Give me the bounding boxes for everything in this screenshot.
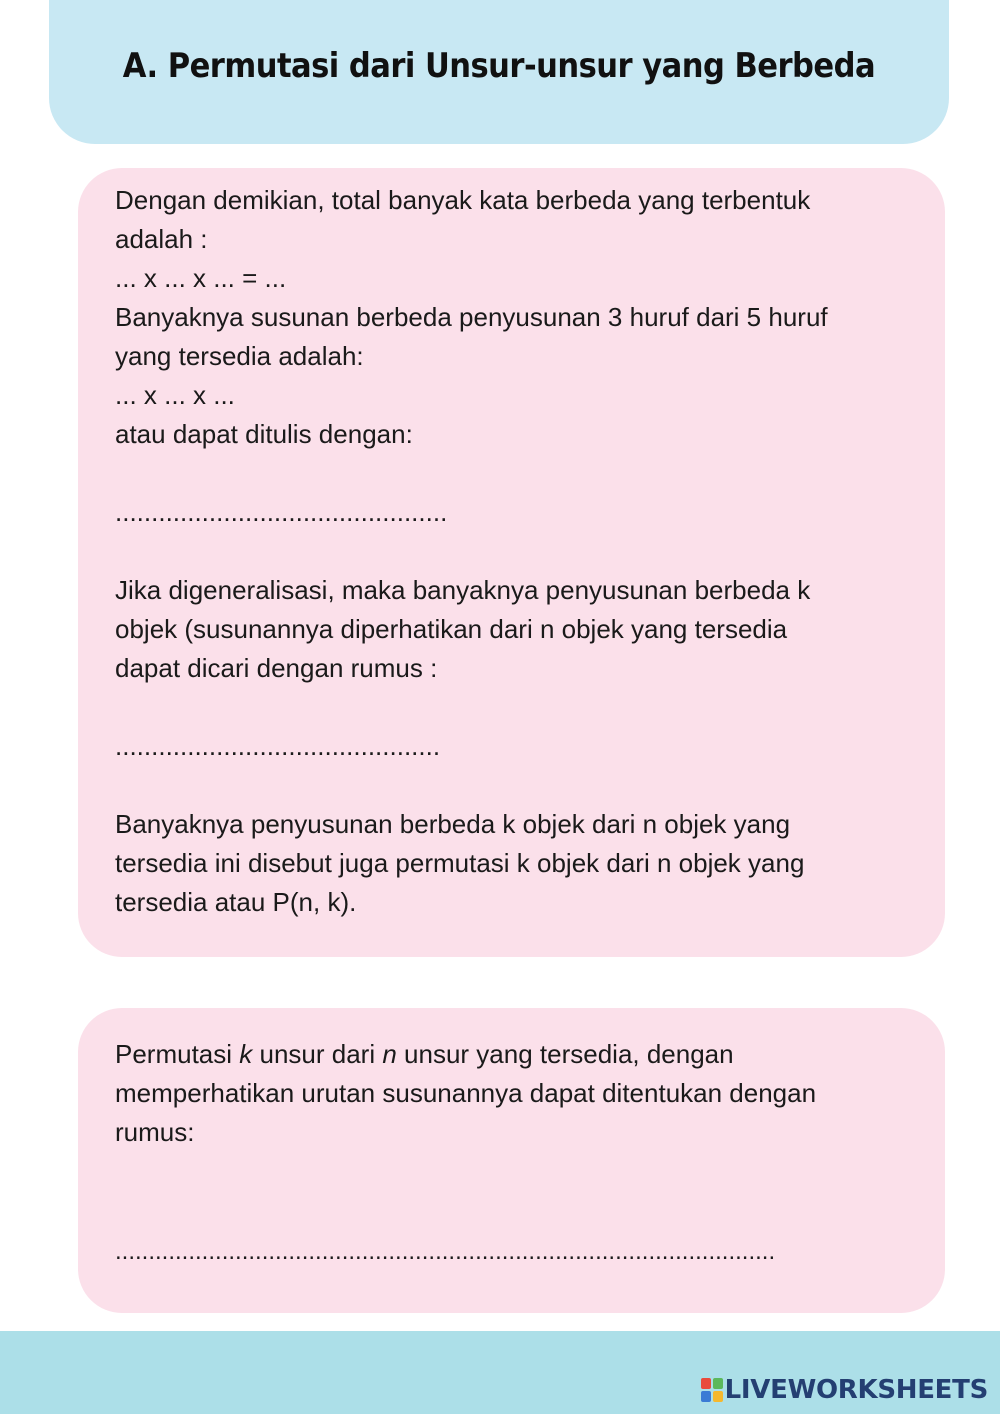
- equation-blank-1: ... x ... x ... = ...: [115, 263, 287, 293]
- definition-card: [78, 1008, 945, 1313]
- equation-blank-2: ... x ... x ...: [115, 380, 235, 410]
- answer-blank-2[interactable]: .............................................: [115, 731, 441, 761]
- text-line: Dengan demikian, total banyak kata berbeda yang terbentuk: [115, 185, 811, 215]
- text-line: Banyaknya susunan berbeda penyusunan 3 huruf dari 5 huruf: [115, 302, 828, 332]
- liveworksheets-logo-icon: [701, 1378, 723, 1402]
- text-line: yang tersedia adalah:: [115, 341, 364, 371]
- text-line: memperhatikan urutan susunannya dapat ditentukan dengan: [115, 1078, 817, 1108]
- brand-logo: [701, 1375, 988, 1405]
- page-title: A. Permutasi dari Unsur-unsur yang Berbeda: [122, 46, 876, 86]
- text-line: Banyaknya penyusunan berbeda k objek dari n objek yang: [115, 809, 791, 839]
- text-line: atau dapat ditulis dengan:: [115, 419, 413, 449]
- answer-blank-1[interactable]: ..............................................: [115, 497, 448, 527]
- footer-bar: [0, 1331, 1000, 1414]
- text-line: adalah :: [115, 224, 208, 254]
- formula-answer-blank[interactable]: ...................................................................................................: [115, 1238, 776, 1265]
- text-line: objek (susunannya diperhatikan dari n objek yang tersedia: [115, 614, 788, 644]
- variable-n: n: [382, 1039, 397, 1069]
- text-line: tersedia ini disebut juga permutasi k objek dari n objek yang: [115, 848, 805, 878]
- variable-k: k: [239, 1039, 253, 1069]
- title-banner: [49, 0, 949, 144]
- brand-name: LIVEWORKSHEETS: [724, 1375, 988, 1405]
- text-span: unsur dari: [252, 1039, 383, 1069]
- explanation-card: [78, 168, 945, 957]
- text-line: rumus:: [115, 1117, 195, 1147]
- definition-line: [115, 1038, 734, 1070]
- text-span: Permutasi: [115, 1039, 240, 1069]
- text-line: tersedia atau P(n, k).: [115, 887, 357, 917]
- text-span: unsur yang tersedia, dengan: [396, 1039, 734, 1069]
- text-line: dapat dicari dengan rumus :: [115, 653, 438, 683]
- text-line: Jika digeneralisasi, maka banyaknya penyusunan berbeda k: [115, 575, 811, 605]
